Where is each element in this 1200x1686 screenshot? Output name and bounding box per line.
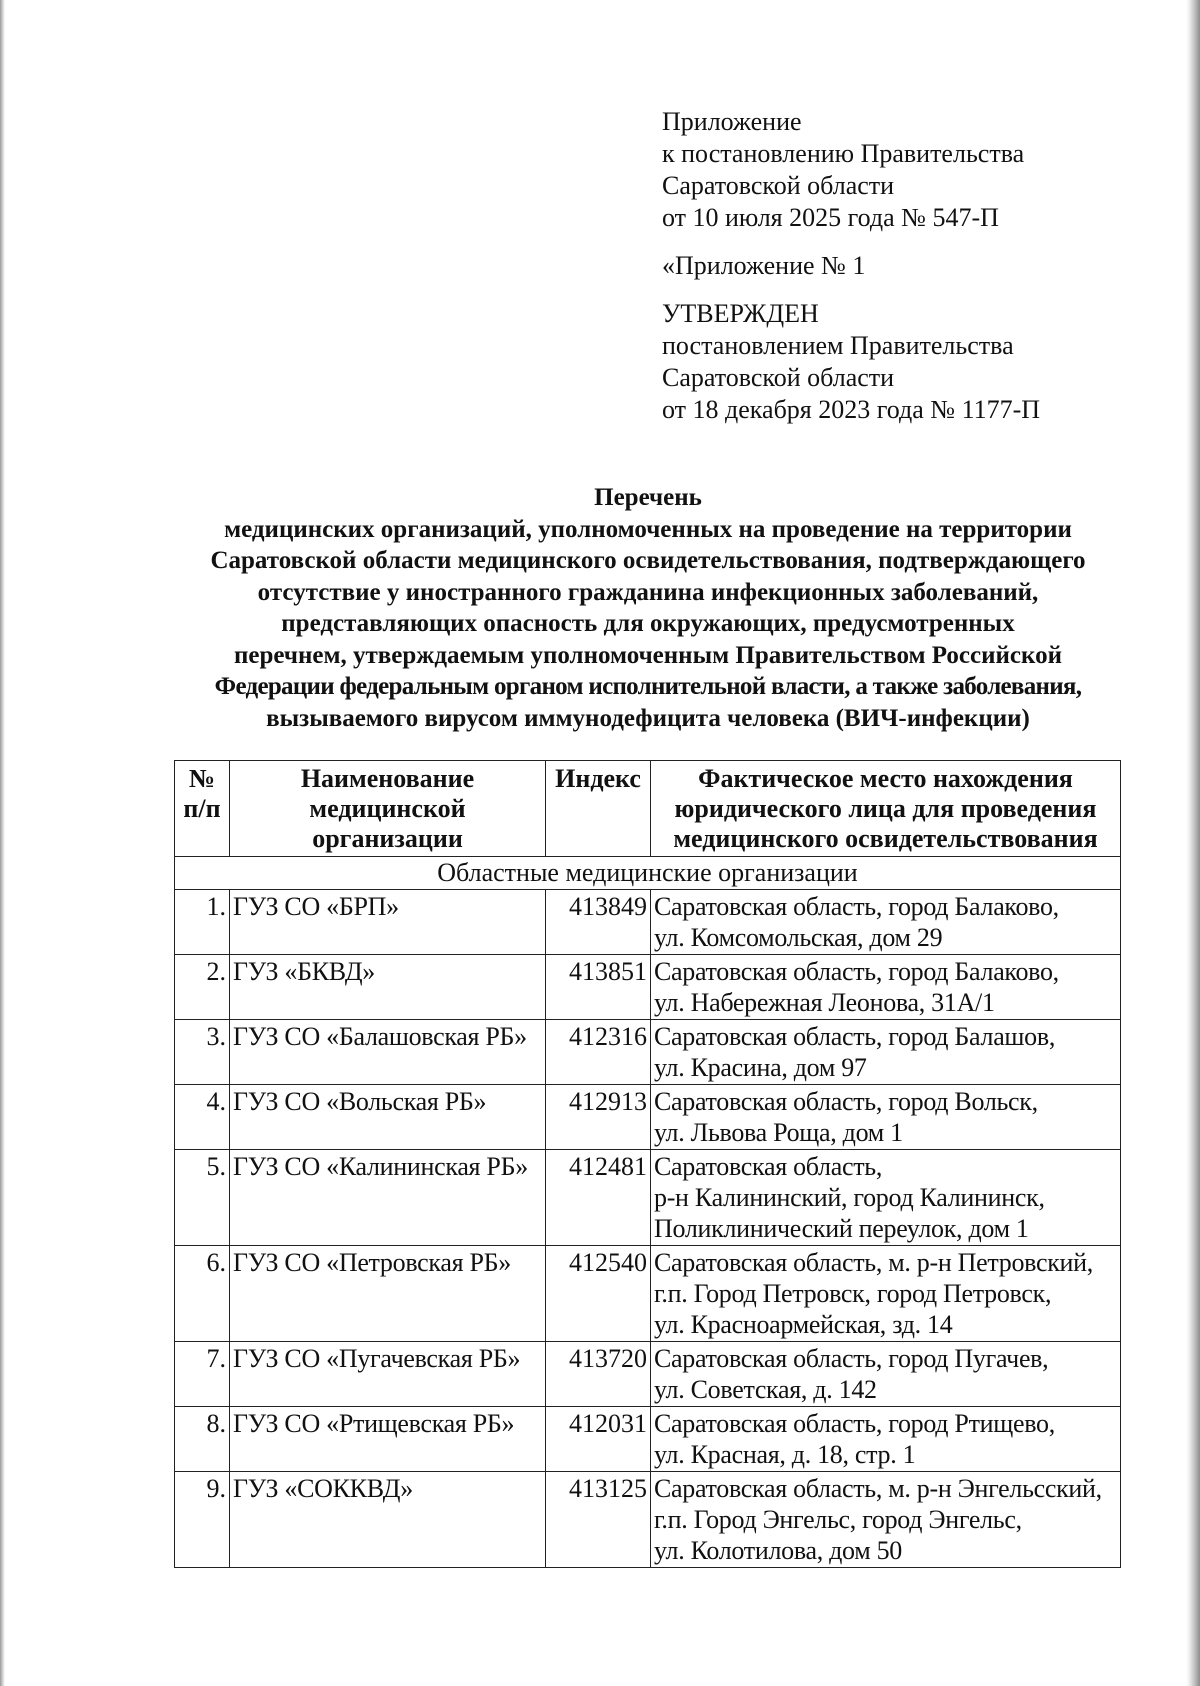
title-heading: Перечень xyxy=(594,484,702,511)
postal-index: 412913 xyxy=(546,1085,651,1150)
address: Саратовская область, м. р-н Петровский, г.п. Город Петровск, город Петровск, ул. Красноармейская, зд. 14 xyxy=(651,1246,1121,1342)
table-header-row xyxy=(175,761,1121,857)
address: Саратовская область, город Балаково, ул. Набережная Леонова, 31А/1 xyxy=(651,955,1121,1020)
row-number: 2. xyxy=(175,955,230,1020)
table-row xyxy=(175,1020,1121,1085)
row-number: 3. xyxy=(175,1020,230,1085)
section-title: Областные медицинские организации xyxy=(175,857,1121,890)
appendix-number-line: «Приложение № 1 xyxy=(662,251,866,280)
organization-name: ГУЗ СО «Балашовская РБ» xyxy=(230,1020,546,1085)
address: Саратовская область, город Ртищево, ул. Красная, д. 18, стр. 1 xyxy=(651,1407,1121,1472)
table-row xyxy=(175,1085,1121,1150)
approved-line: постановлением Правительства xyxy=(662,331,1014,360)
appendix-line: к постановлению Правительства xyxy=(662,139,1025,168)
row-number: 9. xyxy=(175,1472,230,1568)
table-row xyxy=(175,1150,1121,1246)
table-row xyxy=(175,1246,1121,1342)
organization-name: ГУЗ СО «Калининская РБ» xyxy=(230,1150,546,1246)
postal-index: 413125 xyxy=(546,1472,651,1568)
postal-index: 413720 xyxy=(546,1342,651,1407)
header-num: № п/п xyxy=(175,761,230,857)
appendix-line: Приложение xyxy=(662,107,802,136)
approved-date-line: от 18 декабря 2023 года № 1177-П xyxy=(662,395,1041,424)
address: Саратовская область, город Вольск, ул. Львова Роща, дом 1 xyxy=(651,1085,1121,1150)
address: Саратовская область, город Балашов, ул. Красина, дом 97 xyxy=(651,1020,1121,1085)
approved-line: УТВЕРЖДЕН xyxy=(662,299,819,328)
appendix-line: Саратовской области xyxy=(662,171,895,200)
header-address: Фактическое место нахождения юридического лица для проведения медицинского освидетельствования xyxy=(651,761,1121,857)
postal-index: 413851 xyxy=(546,955,651,1020)
medical-organizations-table xyxy=(174,760,1121,1568)
postal-index: 413849 xyxy=(546,890,651,955)
postal-index: 412031 xyxy=(546,1407,651,1472)
organization-name: ГУЗ «БКВД» xyxy=(230,955,546,1020)
title-line: медицинских организаций, уполномоченных на проведение на территории xyxy=(224,515,1072,543)
address: Саратовская область, город Балаково, ул. Комсомольская, дом 29 xyxy=(651,890,1121,955)
header-name: Наименование медицинской организации xyxy=(230,761,546,857)
appendix-number xyxy=(662,250,1132,282)
row-number: 4. xyxy=(175,1085,230,1150)
approved-reference xyxy=(662,298,1132,426)
table-row xyxy=(175,955,1121,1020)
appendix-date-line: от 10 июля 2025 года № 547-П xyxy=(662,203,999,232)
organization-name: ГУЗ «СОККВД» xyxy=(230,1472,546,1568)
organization-name: ГУЗ СО «Петровская РБ» xyxy=(230,1246,546,1342)
row-number: 7. xyxy=(175,1342,230,1407)
section-row xyxy=(175,857,1121,890)
table-body xyxy=(175,857,1121,1568)
table-row xyxy=(175,1342,1121,1407)
scan-edge-left xyxy=(0,0,5,1686)
postal-index: 412316 xyxy=(546,1020,651,1085)
header-index: Индекс xyxy=(546,761,651,857)
title-line: вызываемого вирусом иммунодефицита человека (ВИЧ-инфекции) xyxy=(266,704,1030,732)
appendix-reference xyxy=(662,106,1132,234)
row-number: 1. xyxy=(175,890,230,955)
title-line: перечнем, утверждаемым уполномоченным Правительством Российской xyxy=(234,641,1062,669)
approval-block xyxy=(662,106,1132,442)
row-number: 8. xyxy=(175,1407,230,1472)
table-row xyxy=(175,890,1121,955)
postal-index: 412481 xyxy=(546,1150,651,1246)
address: Саратовская область, м. р-н Энгельсский, г.п. Город Энгельс, город Энгельс, ул. Колотилова, дом 50 xyxy=(651,1472,1121,1568)
title-line: Федерации федеральным органом исполнительной власти, а также заболевания, xyxy=(214,673,1082,700)
table-row xyxy=(175,1472,1121,1568)
row-number: 5. xyxy=(175,1150,230,1246)
title-line: представляющих опасность для окружающих, предусмотренных xyxy=(281,610,1015,637)
title-line: отсутствие у иностранного гражданина инфекционных заболеваний, xyxy=(257,578,1039,606)
scan-edge-right xyxy=(1186,0,1200,1686)
row-number: 6. xyxy=(175,1246,230,1342)
organization-name: ГУЗ СО «Пугачевская РБ» xyxy=(230,1342,546,1407)
approved-line: Саратовской области xyxy=(662,363,895,392)
title-line: Саратовской области медицинского освидетельствования, подтверждающего xyxy=(210,547,1086,574)
table-row xyxy=(175,1407,1121,1472)
organization-name: ГУЗ СО «Ртищевская РБ» xyxy=(230,1407,546,1472)
postal-index: 412540 xyxy=(546,1246,651,1342)
table-header xyxy=(175,761,1121,857)
address: Саратовская область, р-н Калининский, город Калининск, Поликлинический переулок, дом 1 xyxy=(651,1150,1121,1246)
document-title xyxy=(150,482,1146,734)
address: Саратовская область, город Пугачев, ул. Советская, д. 142 xyxy=(651,1342,1121,1407)
organization-name: ГУЗ СО «БРП» xyxy=(230,890,546,955)
organization-name: ГУЗ СО «Вольская РБ» xyxy=(230,1085,546,1150)
